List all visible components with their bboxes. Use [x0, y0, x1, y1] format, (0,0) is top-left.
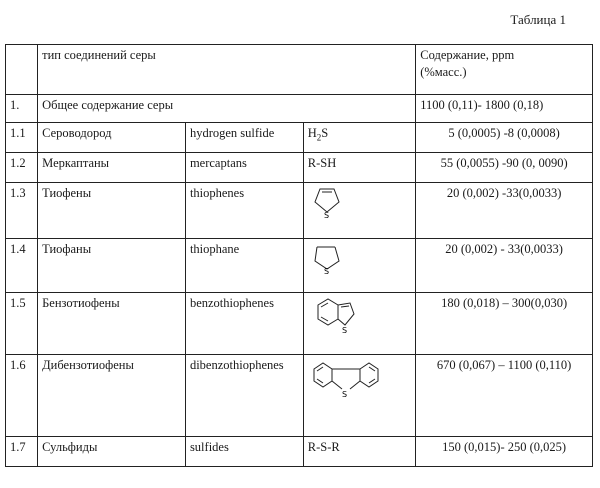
header-content-line2: (%масс.) — [420, 65, 467, 79]
row-name-en: thiophane — [185, 239, 303, 293]
row-name-ru: Общее содержание серы — [38, 95, 416, 123]
formula-h2s: $H_2S$ — [307, 126, 329, 143]
row-value: 180 (0,018) – 300(0,030) — [416, 293, 593, 355]
row-num: 1.5 — [6, 293, 38, 355]
table-row — [6, 437, 593, 467]
dibenzothiophene-structure-icon — [308, 357, 394, 405]
table-row — [6, 239, 593, 293]
table-row — [6, 183, 593, 239]
row-name-en: mercaptans — [185, 153, 303, 183]
sulfur-compounds-table — [5, 44, 593, 467]
row-value: 20 (0,002) -33(0,0033) — [416, 183, 593, 239]
row-name-ru: Сероводород — [38, 123, 186, 153]
row-name-en: thiophenes — [185, 183, 303, 239]
row-num: 1.6 — [6, 355, 38, 437]
row-num: 1.4 — [6, 239, 38, 293]
row-name-ru: Тиофаны — [38, 239, 186, 293]
row-formula: R-S-R — [303, 437, 415, 467]
row-formula — [303, 293, 415, 355]
table-row — [6, 355, 593, 437]
row-name-ru: Сульфиды — [38, 437, 186, 467]
row-value: 55 (0,0055) -90 (0, 0090) — [416, 153, 593, 183]
row-formula — [303, 183, 415, 239]
row-name-en: hydrogen sulfide — [185, 123, 303, 153]
table-row — [6, 153, 593, 183]
row-num: 1.7 — [6, 437, 38, 467]
row-name-ru: Бензотиофены — [38, 293, 186, 355]
row-name-ru: Меркаптаны — [38, 153, 186, 183]
row-formula — [303, 123, 415, 153]
row-name-en: dibenzothiophenes — [185, 355, 303, 437]
table-row — [6, 293, 593, 355]
header-content-cell — [416, 45, 593, 95]
row-num: 1. — [6, 95, 38, 123]
row-value: 1100 (0,11)- 1800 (0,18) — [416, 95, 593, 123]
row-value: 20 (0,002) - 33(0,0033) — [416, 239, 593, 293]
row-formula — [303, 239, 415, 293]
structure-atom-s: S — [341, 326, 347, 335]
row-formula: R-SH — [303, 153, 415, 183]
structure-atom-s: S — [341, 390, 347, 399]
header-num-cell — [6, 45, 38, 95]
table-caption: Таблица 1 — [510, 12, 566, 27]
row-num: 1.3 — [6, 183, 38, 239]
header-content-line1: Содержание, ppm — [420, 48, 515, 62]
row-value: 5 (0,0005) -8 (0,0008) — [416, 123, 593, 153]
structure-atom-s: S — [323, 267, 329, 275]
row-value: 670 (0,067) – 1100 (0,110) — [416, 355, 593, 437]
table-row — [6, 95, 593, 123]
row-value: 150 (0,015)- 250 (0,025) — [416, 437, 593, 467]
row-name-en: benzothiophenes — [185, 293, 303, 355]
benzothiophene-structure-icon — [308, 295, 370, 341]
thiophene-structure-icon — [308, 185, 348, 219]
row-num: 1.2 — [6, 153, 38, 183]
structure-atom-s: S — [323, 211, 329, 219]
row-num: 1.1 — [6, 123, 38, 153]
table-header-row — [6, 45, 593, 95]
row-formula — [303, 355, 415, 437]
row-name-ru: Тиофены — [38, 183, 186, 239]
row-name-en: sulfides — [185, 437, 303, 467]
table-row — [6, 123, 593, 153]
header-type-cell: тип соединений серы — [38, 45, 416, 95]
thiophane-structure-icon — [308, 241, 348, 275]
row-name-ru: Дибензотиофены — [38, 355, 186, 437]
